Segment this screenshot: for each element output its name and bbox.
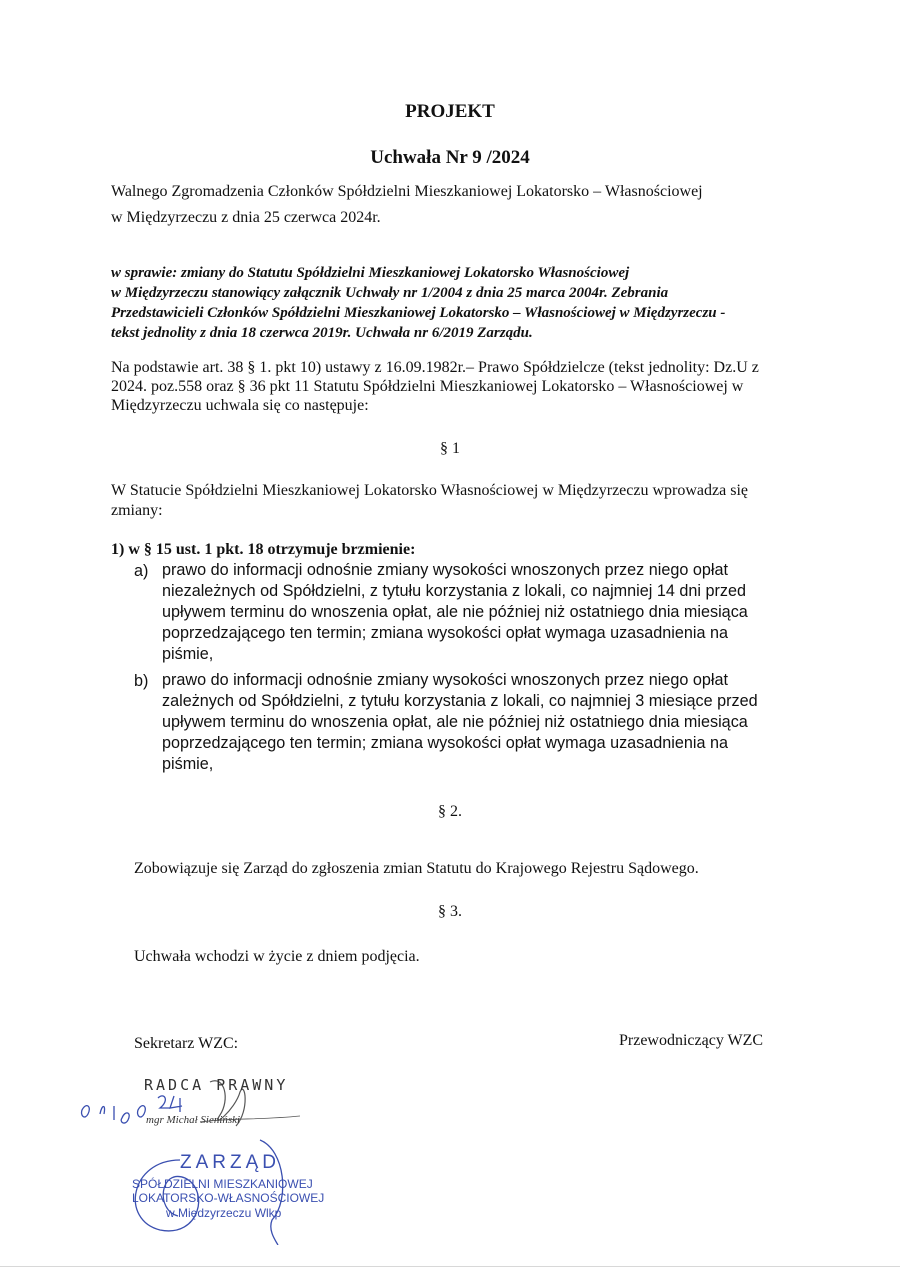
item-line: poprzedzającego ten termin; zmiana wysokości opłat wymaga uzasadnienia na — [162, 734, 728, 752]
stamp-coop-line: LOKATORSKO-WŁASNOŚCIOWEJ — [132, 1191, 325, 1205]
item-line: prawo do informacji odnośnie zmiany wysokości wnoszonych przez niego opłat — [162, 561, 728, 579]
item-b-text — [162, 670, 800, 775]
scan-edge — [0, 1266, 900, 1267]
stamp-area — [60, 1070, 360, 1245]
stamp-name: mgr Michał Sieniński — [146, 1114, 241, 1126]
basis-line: Międzyrzeczu uchwala się co następuje: — [111, 397, 369, 414]
item-line: upływem terminu do wnoszenia opłat, ale nie później niż ostatniego dnia miesiąca — [162, 603, 748, 621]
subject-line: tekst jednolity z dnia 18 czerwca 2019r. Uchwała nr 6/2019 Zarządu. — [111, 325, 533, 341]
section-3-text: Uchwała wchodzi w życie z dniem podjęcia. — [134, 948, 420, 965]
section-2-heading: § 2. — [438, 803, 462, 820]
legal-basis — [111, 358, 759, 415]
chairman-label: Przewodniczący WZC — [619, 1032, 764, 1049]
stamp-zarzad: ZARZĄD — [180, 1152, 280, 1173]
resolution-title: Uchwała Nr 9 /2024 — [370, 147, 530, 168]
basis-line: Na podstawie art. 38 § 1. pkt 10) ustawy z 16.09.1982r.– Prawo Spółdzielcze (tekst jednolity: Dz.U z — [111, 359, 759, 376]
section-1-intro — [111, 481, 748, 521]
header-line-2: w Międzyrzeczu z dnia 25 czerwca 2024r. — [111, 209, 381, 226]
item-line: prawo do informacji odnośnie zmiany wysokości wnoszonych przez niego opłat — [162, 671, 728, 689]
subject-line: w Międzyrzeczu stanowiący załącznik Uchwały nr 1/2004 z dnia 25 marca 2004r. Zebrania — [111, 285, 669, 301]
subject-line: Przedstawicieli Członków Spółdzielni Mieszkaniowej Lokatorsko – Własnościowej w Międzyrzeczu - — [111, 305, 726, 321]
section-1-heading: § 1 — [440, 440, 460, 457]
intro-line: W Statucie Spółdzielni Mieszkaniowej Lokatorsko Własnościowej w Międzyrzeczu wprowadza się — [111, 482, 748, 499]
item-line: poprzedzającego ten termin; zmiana wysokości opłat wymaga uzasadnienia na — [162, 624, 728, 642]
item-line: upływem terminu do wnoszenia opłat, ale nie później niż ostatniego dnia miesiąca — [162, 713, 748, 731]
stamp-coop-line: w Międzyrzeczu Wlkp — [166, 1206, 282, 1220]
item-b-letter: b) — [134, 672, 149, 690]
projekt-label: PROJEKT — [405, 101, 495, 122]
basis-line: 2024. poz.558 oraz § 36 pkt 11 Statutu Spółdzielni Mieszkaniowej Lokatorsko – Własnościowej w — [111, 378, 744, 395]
item-line: piśmie, — [162, 645, 214, 663]
intro-line: zmiany: — [111, 502, 163, 519]
secretary-label: Sekretarz WZC: — [134, 1035, 239, 1052]
subject-block — [111, 263, 725, 343]
subject-line: w sprawie: zmiany do Statutu Spółdzielni Mieszkaniowej Lokatorsko Własnościowej — [111, 265, 630, 281]
item-a-text — [162, 560, 800, 665]
item-line: zależnych od Spółdzielni, z tytułu korzystania z lokali, co najmniej 3 miesiące przed — [162, 692, 758, 710]
stamp-coop-line: SPÓŁDZIELNI MIESZKANIOWEJ — [132, 1177, 313, 1191]
item-a-letter: a) — [134, 562, 149, 580]
item-line: niezależnych od Spółdzielni, z tytułu korzystania z lokali, co najmniej 14 dni przed — [162, 582, 746, 600]
section-3-heading: § 3. — [438, 903, 462, 920]
item-line: piśmie, — [162, 755, 214, 773]
header-line-1: Walnego Zgromadzenia Członków Spółdzielni Mieszkaniowej Lokatorsko – Własnościowej — [111, 183, 703, 200]
stamp-radca: RADCA PRAWNY — [144, 1076, 289, 1094]
section-2-text: Zobowiązuje się Zarząd do zgłoszenia zmian Statutu do Krajowego Rejestru Sądowego. — [134, 860, 699, 877]
point-1-heading: 1) w § 15 ust. 1 pkt. 18 otrzymuje brzmienie: — [111, 541, 416, 558]
